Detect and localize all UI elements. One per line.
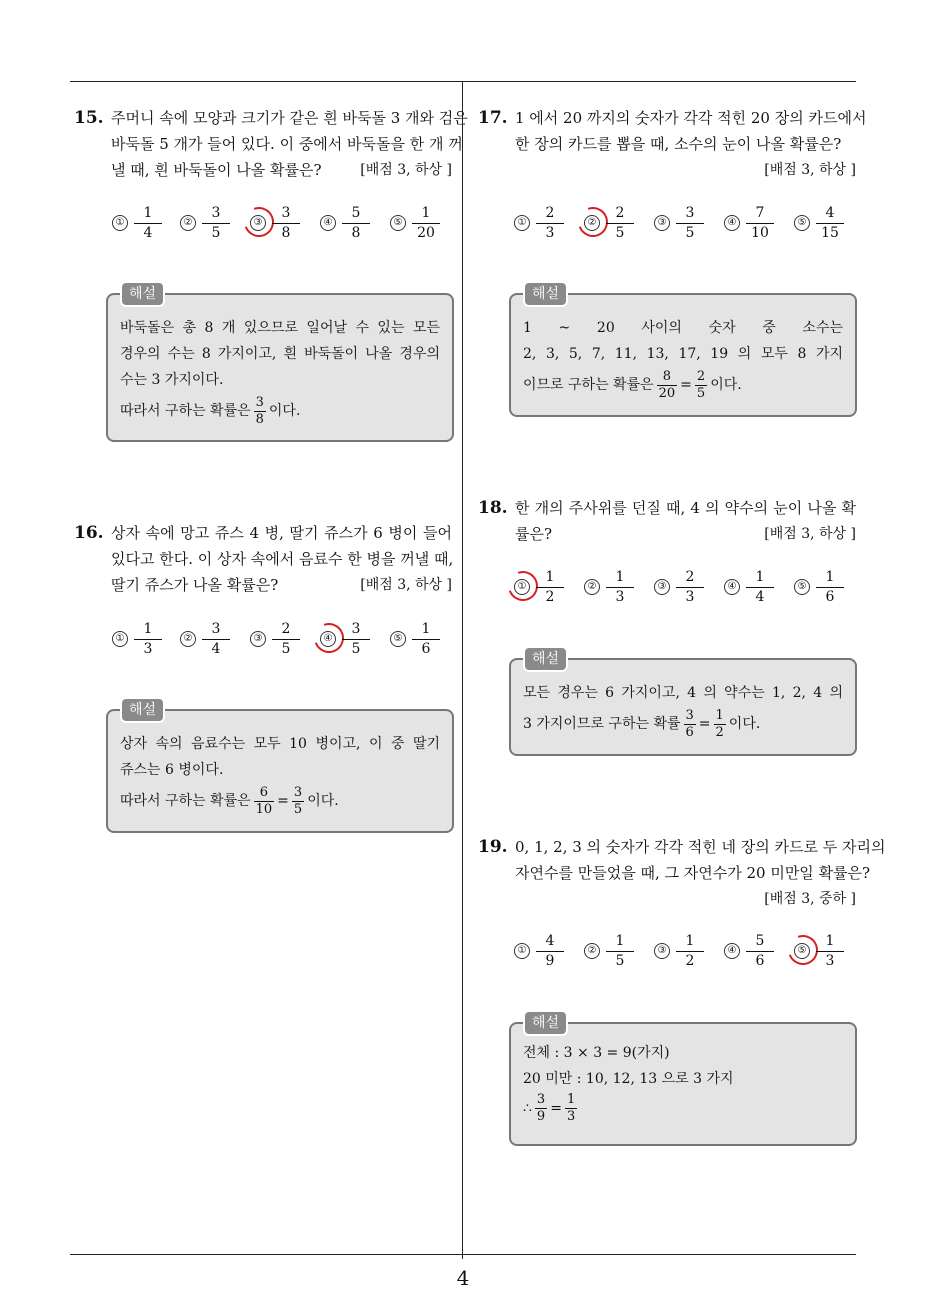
solution-box-17	[509, 286, 857, 417]
choice-number: ③	[654, 579, 670, 595]
choice-number: ⑤	[390, 631, 406, 647]
choice-number: ③	[250, 631, 266, 647]
fraction: $\frac{5}{6}$	[746, 932, 774, 971]
solution-tag: 해설	[120, 281, 165, 307]
solution-text	[523, 680, 843, 742]
choice-number: ④	[320, 631, 336, 647]
problem-text	[515, 834, 886, 886]
fraction: $\frac{4}{9}$	[536, 932, 564, 971]
problem-line: 낼 때, 흰 바둑돌이 나올 확률은?	[111, 161, 322, 179]
choice-number: ②	[180, 631, 196, 647]
choice-number: ①	[514, 215, 530, 231]
problem-line: 한 개의 주사위를 던질 때, 4 의 약수의 눈이 나올 확	[515, 499, 856, 517]
solution-text	[523, 1040, 843, 1125]
problem-line: 1 에서 20 까지의 숫자가 각각 적힌 20 장의 카드에서	[515, 109, 867, 127]
fraction: $\frac{1}{3}$	[816, 932, 844, 971]
solution-box-16	[106, 702, 454, 833]
fraction: $\frac{1}{2}$	[536, 568, 564, 607]
problem-16	[74, 520, 452, 600]
fraction: $\frac{1}{20}$	[412, 204, 440, 243]
solution-text	[120, 315, 440, 429]
problem-number: 18.	[478, 498, 508, 518]
choice-number: ④	[320, 215, 336, 231]
choices-18	[514, 568, 854, 612]
fraction: $\frac{3}{5}$	[293, 784, 303, 817]
problem-line: 률은?	[515, 525, 553, 543]
fraction: $\frac{3}{8}$	[272, 204, 300, 243]
column-divider	[462, 82, 463, 1259]
fraction: $\frac{2}{5}$	[696, 368, 706, 401]
choice-number: ④	[724, 579, 740, 595]
solution-tag: 해설	[120, 697, 165, 723]
solution-tag: 해설	[523, 281, 568, 307]
fraction: $\frac{3}{5}$	[202, 204, 230, 243]
fraction: $\frac{3}{5}$	[676, 204, 704, 243]
choice-number: ②	[584, 943, 600, 959]
fraction: $\frac{2}{5}$	[272, 620, 300, 659]
choice-number: ⑤	[794, 215, 810, 231]
top-rule	[70, 81, 856, 82]
score-meta: [배점 3, 중하 ]	[764, 891, 856, 907]
solution-box-15	[106, 286, 454, 442]
solution-line: 상자 속의 음료수는 모두 10 병이고, 이 중 딸기	[120, 736, 440, 752]
solution-line: 3 가지이므로 구하는 확률 $\frac{3}{6}$ = $\frac{1}{2}$ 이다.	[523, 707, 761, 740]
fraction: $\frac{1}{2}$	[715, 707, 724, 740]
problem-15	[74, 105, 468, 185]
solution-line: 바둑돌은 총 8 개 있으므로 일어날 수 있는 모든	[120, 320, 440, 336]
score-meta: [배점 3, 하상 ]	[764, 162, 856, 178]
choice-number: ⑤	[794, 943, 810, 959]
fraction: $\frac{1}{3}$	[134, 620, 162, 659]
solution-line: 경우의 수는 8 가지이고, 흰 바둑돌이 나올 경우의	[120, 346, 440, 362]
problem-line: 0, 1, 2, 3 의 숫자가 각각 적힌 네 장의 카드로 두 자리의	[515, 838, 886, 856]
solution-line: 전체 : 3 × 3 = 9(가지)	[523, 1045, 670, 1061]
score-meta: [배점 3, 하상 ]	[360, 577, 452, 593]
choice-number: ④	[724, 943, 740, 959]
fraction: $\frac{1}{4}$	[746, 568, 774, 607]
choice-number: ③	[654, 943, 670, 959]
fraction: $\frac{1}{6}$	[412, 620, 440, 659]
solution-line: 모든 경우는 6 가지이고, 4 의 약수는 1, 2, 4 의	[523, 685, 843, 701]
choice-number: ④	[724, 215, 740, 231]
choice-number: ②	[584, 579, 600, 595]
choice-number: ③	[250, 215, 266, 231]
page-number: 4	[456, 1266, 470, 1290]
fraction: $\frac{2}{3}$	[676, 568, 704, 607]
solution-box-18	[509, 651, 857, 756]
problem-line: 있다고 한다. 이 상자 속에서 음료수 한 병을 꺼낼 때,	[111, 550, 454, 568]
problem-number: 17.	[478, 108, 508, 128]
fraction: $\frac{1}{4}$	[134, 204, 162, 243]
fraction: $\frac{3}{4}$	[202, 620, 230, 659]
fraction: $\frac{3}{6}$	[685, 707, 694, 740]
fraction: $\frac{6}{10}$	[255, 784, 273, 817]
choice-number: ③	[654, 215, 670, 231]
choice-number: ①	[112, 631, 128, 647]
problem-19	[478, 834, 886, 914]
fraction: $\frac{2}{5}$	[606, 204, 634, 243]
fraction: $\frac{5}{8}$	[342, 204, 370, 243]
choice-number: ②	[584, 215, 600, 231]
fraction: $\frac{1}{3}$	[606, 568, 634, 607]
solution-line: 쥬스는 6 병이다.	[120, 762, 224, 778]
solution-line: 따라서 구하는 확률은 $\frac{6}{10}$ = $\frac{3}{5}$ 이다.	[120, 784, 339, 817]
choices-19	[514, 932, 854, 976]
solution-line: 20 미만 : 10, 12, 13 으로 3 가지	[523, 1071, 734, 1087]
fraction: $\frac{8}{20}$	[658, 368, 676, 401]
solution-tag: 해설	[523, 1010, 568, 1036]
fraction: $\frac{1}{6}$	[816, 568, 844, 607]
problem-18	[478, 495, 856, 549]
solution-box-19	[509, 1015, 857, 1146]
problem-line: 상자 속에 망고 쥬스 4 병, 딸기 쥬스가 6 병이 들어	[111, 524, 452, 542]
choice-number: ①	[514, 943, 530, 959]
choices-15	[112, 204, 452, 248]
solution-line: 수는 3 가지이다.	[120, 372, 224, 388]
choice-number: ②	[180, 215, 196, 231]
fraction: $\frac{1}{3}$	[566, 1092, 576, 1124]
problem-line: 한 장의 카드를 뽑을 때, 소수의 눈이 나올 확률은?	[515, 135, 842, 153]
problem-17	[478, 105, 867, 185]
solution-tag: 해설	[523, 646, 568, 672]
fraction: $\frac{7}{10}$	[746, 204, 774, 243]
solution-line: 이므로 구하는 확률은 $\frac{8}{20}$ = $\frac{2}{5}$ 이다.	[523, 368, 742, 401]
fraction: $\frac{4}{15}$	[816, 204, 844, 243]
problem-number: 15.	[74, 108, 104, 128]
choice-number: ⑤	[390, 215, 406, 231]
choice-number: ①	[112, 215, 128, 231]
problem-line: 딸기 쥬스가 나올 확률은?	[111, 576, 279, 594]
solution-text	[523, 315, 843, 403]
choice-number: ⑤	[794, 579, 810, 595]
fraction: $\frac{1}{2}$	[676, 932, 704, 971]
bottom-rule	[70, 1254, 856, 1255]
fraction: $\frac{2}{3}$	[536, 204, 564, 243]
choices-17	[514, 204, 854, 248]
solution-line: ∴ $\frac{3}{9}$ = $\frac{1}{3}$	[523, 1092, 576, 1124]
problem-line: 바둑돌 5 개가 들어 있다. 이 중에서 바둑돌을 한 개 꺼	[111, 135, 463, 153]
problem-line: 주머니 속에 모양과 크기가 같은 흰 바둑돌 3 개와 검은	[111, 109, 468, 127]
fraction: $\frac{3}{8}$	[255, 394, 264, 427]
score-meta: [배점 3, 하상 ]	[360, 162, 452, 178]
score-meta: [배점 3, 하상 ]	[764, 526, 856, 542]
solution-line: 2, 3, 5, 7, 11, 13, 17, 19 의 모두 8 가지	[523, 346, 843, 362]
choices-16	[112, 620, 452, 664]
problem-number: 16.	[74, 523, 104, 543]
fraction: $\frac{3}{9}$	[536, 1092, 546, 1124]
problem-number: 19.	[478, 837, 508, 857]
solution-line: 따라서 구하는 확률은 $\frac{3}{8}$ 이다.	[120, 394, 301, 427]
fraction: $\frac{1}{5}$	[606, 932, 634, 971]
solution-text	[120, 731, 440, 819]
problem-line: 자연수를 만들었을 때, 그 자연수가 20 미만일 확률은?	[515, 864, 871, 882]
fraction: $\frac{3}{5}$	[342, 620, 370, 659]
problem-text	[515, 105, 867, 157]
solution-line: 1 ~ 20 사이의 숫자 중 소수는	[523, 320, 843, 336]
choice-number: ①	[514, 579, 530, 595]
